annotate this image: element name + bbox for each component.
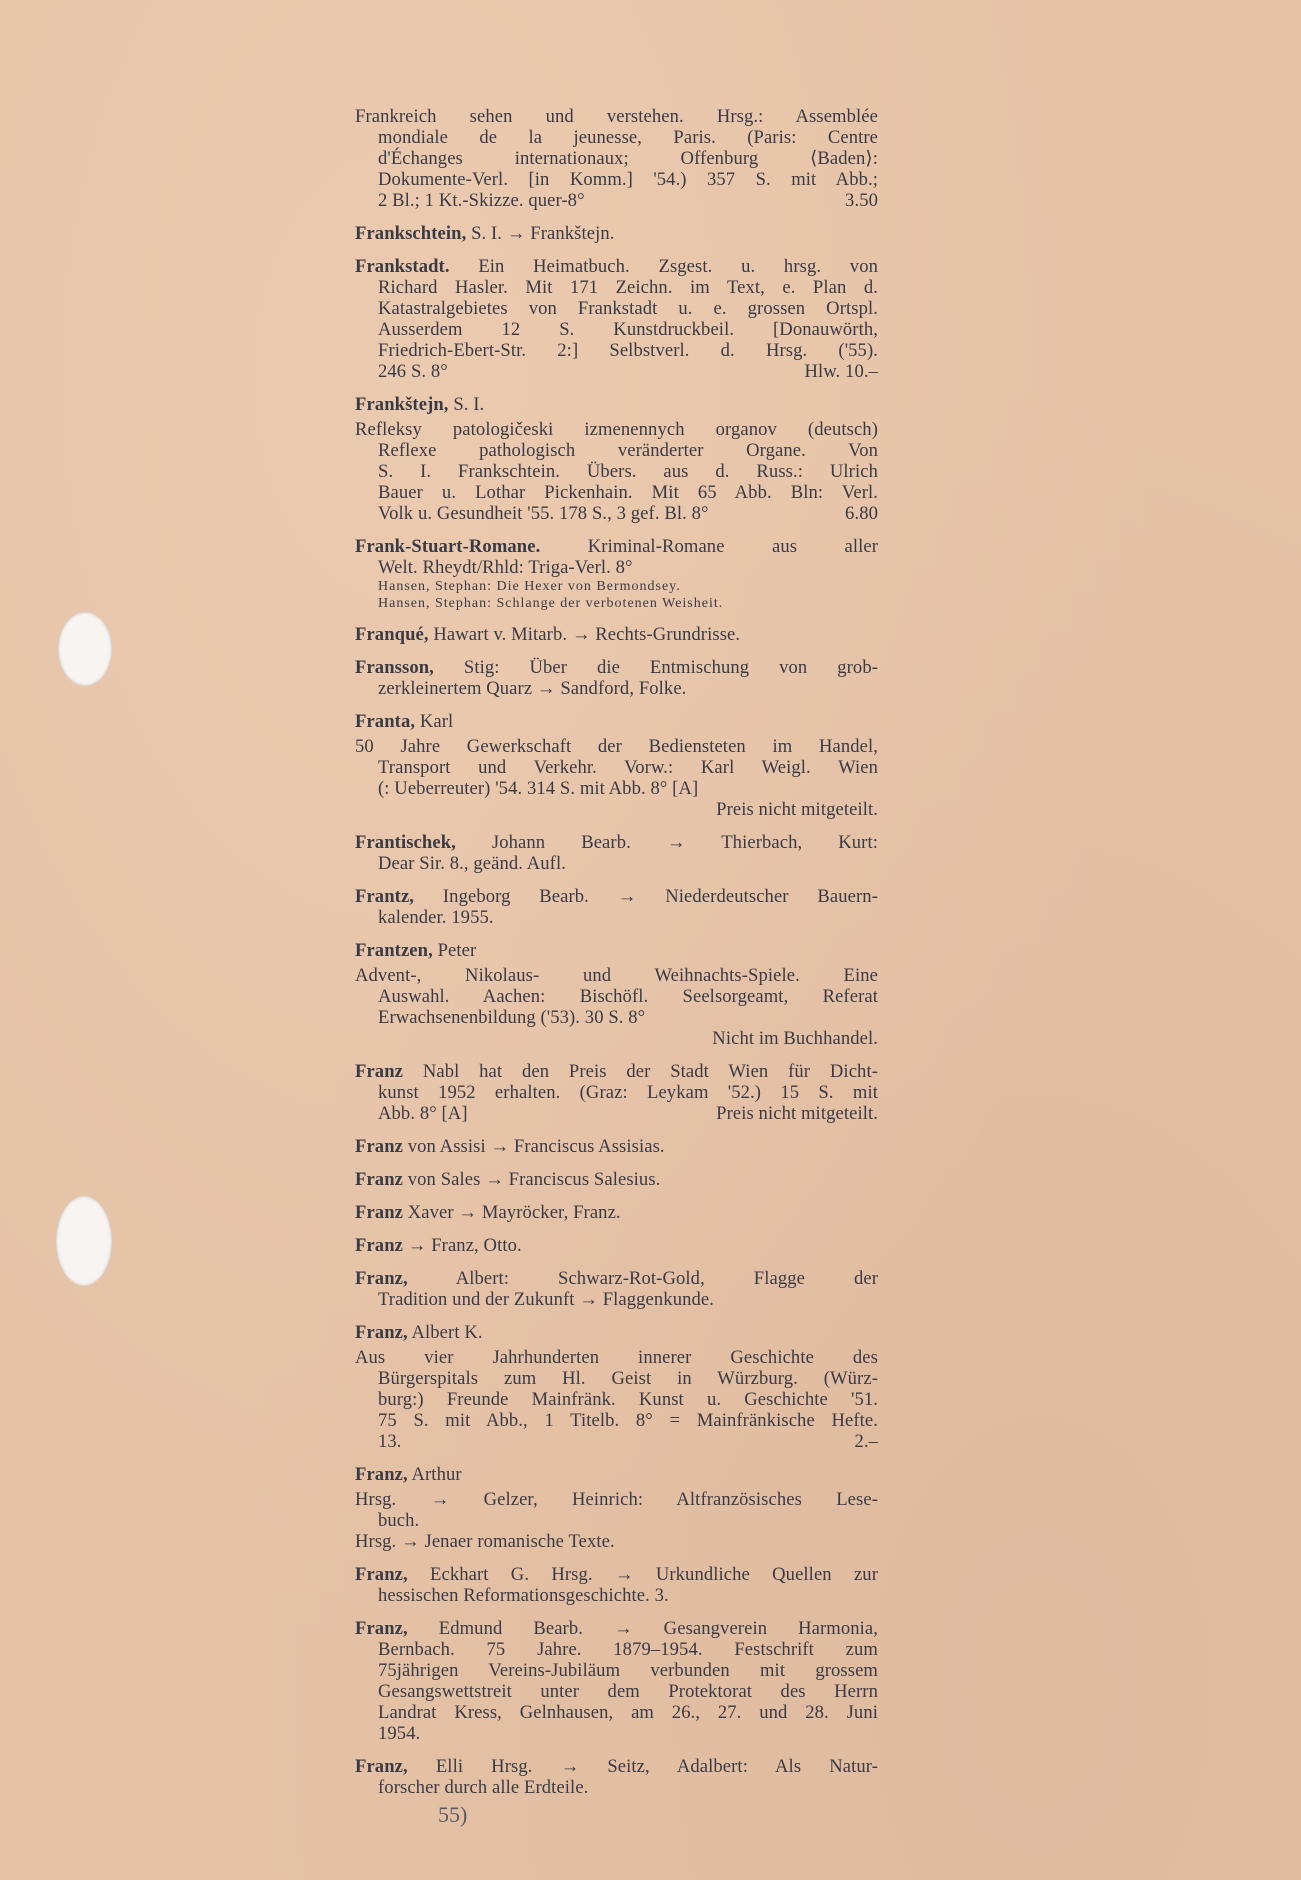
headword: Franz,: [355, 1322, 408, 1343]
entry-text: Peter: [437, 940, 477, 961]
entry-text: Ein Heimatbuch. Zsgest. u. hrsg. von: [478, 256, 879, 277]
headword: Franz,: [355, 1464, 408, 1485]
entry-line: hessischen Reformationsgeschichte. 3.: [378, 1585, 669, 1606]
price: Hlw. 10.–: [804, 361, 878, 382]
entry-line: Frankreich sehen und verstehen. Hrsg.: Assemblée: [355, 106, 878, 127]
entry-frank-stuart: [355, 536, 878, 612]
entry-franz-albert-k: [355, 1322, 878, 1343]
headword: Franz: [355, 1169, 404, 1190]
entry-line: Hrsg. → Jenaer romanische Texte.: [355, 1531, 615, 1552]
headword: Franz: [355, 1136, 404, 1157]
entry-franz-albert: [355, 1268, 878, 1310]
entry-line: Landrat Kress, Gelnhausen, am 26., 27. und 28. Juni: [378, 1702, 878, 1723]
entry-text: → Franz, Otto.: [407, 1235, 522, 1256]
entry-text: Nabl hat den Preis der Stadt Wien für Dicht-: [422, 1061, 878, 1082]
headword: Franz: [355, 1202, 404, 1223]
price: Preis nicht mitgeteilt.: [716, 799, 878, 820]
entry-line: buch.: [378, 1510, 420, 1531]
entry-line: 50 Jahre Gewerkschaft der Bediensteten im Handel,: [355, 736, 878, 757]
headword: Frantzen,: [355, 940, 433, 961]
entry-line: Bernbach. 75 Jahre. 1879–1954. Festschrift zum: [378, 1639, 878, 1660]
punch-hole-top: [58, 612, 112, 686]
entry-text: Albert K.: [411, 1322, 483, 1343]
entry-text: Johann Bearb. → Thierbach, Kurt:: [491, 832, 878, 853]
entry-text: Edmund Bearb. → Gesangverein Harmonia,: [438, 1618, 878, 1639]
entry-line: d'Échanges internationaux; Offenburg ⟨Baden⟩:: [378, 148, 878, 169]
headword: Franz,: [355, 1564, 408, 1585]
headword: Franz,: [355, 1618, 408, 1639]
entry-fransson: [355, 657, 878, 699]
entry-franz-sales: [355, 1169, 878, 1190]
entry-franz-edmund: [355, 1618, 878, 1744]
entry-text: Stig: Über die Entmischung von grob-: [463, 657, 879, 678]
entry-text: S. I.: [453, 394, 485, 415]
punch-hole-bottom: [56, 1196, 112, 1286]
entry-line: Transport und Verkehr. Vorw.: Karl Weigl. Wien: [378, 757, 878, 778]
entry-franz-nabl: [355, 1061, 878, 1124]
headword: Frantz,: [355, 886, 415, 907]
headword: Franta,: [355, 711, 416, 732]
entry-text: von Assisi → Franciscus Assisias.: [407, 1136, 665, 1157]
entry-line: Gesangswettstreit unter dem Protektorat des Herrn: [378, 1681, 878, 1702]
entry-line: Aus vier Jahrhunderten innerer Geschichte des: [355, 1347, 878, 1368]
entry-line-text: Abb. 8° [A]: [378, 1103, 468, 1124]
entry-line: kalender. 1955.: [378, 907, 494, 928]
price: 3.50: [845, 190, 878, 211]
entry-line: Hrsg. → Gelzer, Heinrich: Altfranzösisches Lese-: [355, 1489, 878, 1510]
entry-text: Kriminal-Romane aus aller: [587, 536, 878, 557]
entry-line: 1954.: [378, 1723, 421, 1744]
price: 6.80: [845, 503, 878, 524]
entry-frankschtein: [355, 223, 878, 244]
entry-arthur-hrsg: [355, 1489, 878, 1552]
price: 2.–: [854, 1431, 878, 1452]
entry-line: Katastralgebietes von Frankstadt u. e. grossen Ortspl.: [378, 298, 878, 319]
entry-line: Reflexe pathologisch veränderter Organe. Von: [378, 440, 878, 461]
entry-text: S. I. → Frankštejn.: [471, 223, 615, 244]
entry-line: Bauer u. Lothar Pickenhain. Mit 65 Abb. Bln: Verl.: [378, 482, 878, 503]
entry-line: mondiale de la jeunesse, Paris. (Paris: Centre: [378, 127, 878, 148]
headword: Franz,: [355, 1756, 408, 1777]
headword: Frankstadt.: [355, 256, 450, 277]
entry-line-text: 246 S. 8°: [378, 361, 448, 382]
entry-subline: Hansen, Stephan: Die Hexer von Bermondsey.: [378, 579, 681, 594]
entry-line: Bürgerspitals zum Hl. Geist in Würzburg. (Würz-: [378, 1368, 878, 1389]
entry-text: Xaver → Mayröcker, Franz.: [407, 1202, 621, 1223]
headword: Frankschtein,: [355, 223, 467, 244]
entry-text: Arthur: [411, 1464, 462, 1485]
entry-text: Karl: [419, 711, 454, 732]
entry-text: von Sales → Franciscus Salesius.: [407, 1169, 661, 1190]
headword: Franz,: [355, 1268, 408, 1289]
headword: Frank-Stuart-Romane.: [355, 536, 541, 557]
entry-line: Auswahl. Aachen: Bischöfl. Seelsorgeamt, Referat: [378, 986, 878, 1007]
entry-line: kunst 1952 erhalten. (Graz: Leykam '52.) 15 S. mit: [378, 1082, 878, 1103]
entry-line: Ausserdem 12 S. Kunstdruckbeil. [Donauwörth,: [378, 319, 878, 340]
entry-line-text: 13.: [378, 1431, 402, 1452]
entry-frantischek: [355, 832, 878, 874]
entry-line: Dear Sir. 8., geänd. Aufl.: [378, 853, 566, 874]
headword: Franqué,: [355, 624, 429, 645]
entry-franz-elli: [355, 1756, 878, 1798]
entry-line: Friedrich-Ebert-Str. 2:] Selbstverl. d. Hrsg. ('55).: [378, 340, 878, 361]
headword: Franz: [355, 1235, 404, 1256]
entry-line: [355, 190, 878, 211]
entry-line: Dokumente-Verl. [in Komm.] '54.) 357 S. mit Abb.;: [378, 169, 878, 190]
price: Nicht im Buchhandel.: [712, 1028, 878, 1049]
entry-line: Welt. Rheydt/Rhld: Triga-Verl. 8°: [378, 557, 633, 578]
entry-line: Refleksy patologičeski izmenennych organov (deutsch): [355, 419, 878, 440]
entry-refleksy: [355, 419, 878, 524]
entry-line: Tradition und der Zukunft → Flaggenkunde.: [378, 1289, 714, 1310]
entry-50-jahre: [355, 736, 878, 820]
entry-line: zerkleinertem Quarz → Sandford, Folke.: [378, 678, 687, 699]
entry-franz-arthur: [355, 1464, 878, 1485]
entry-frankstejn: [355, 394, 878, 415]
entry-subline: Hansen, Stephan: Schlange der verbotenen Weisheit.: [378, 596, 724, 611]
headword: Frantischek,: [355, 832, 456, 853]
page-number: 55): [438, 1802, 468, 1827]
entry-text: Ingeborg Bearb. → Niederdeutscher Bauern-: [442, 886, 878, 907]
entry-advent: [355, 965, 878, 1049]
entry-line: (: Ueberreuter) '54. 314 S. mit Abb. 8° [A]: [378, 778, 699, 799]
entry-line: burg:) Freunde Mainfränk. Kunst u. Geschichte '51.: [378, 1389, 878, 1410]
entry-line: 75 S. mit Abb., 1 Titelb. 8° = Mainfränkische Hefte.: [378, 1410, 878, 1431]
entry-line: Erwachsenenbildung ('53). 30 S. 8°: [378, 1007, 646, 1028]
entry-text: Albert: Schwarz-Rot-Gold, Flagge der: [455, 1268, 878, 1289]
bibliography-column: [355, 106, 878, 1810]
entry-text: Elli Hrsg. → Seitz, Adalbert: Als Natur-: [435, 1756, 878, 1777]
entry-frantz: [355, 886, 878, 928]
entry-line: 75jährigen Vereins-Jubiläum verbunden mit grossem: [378, 1660, 878, 1681]
entry-franz-otto: [355, 1235, 878, 1256]
headword: Franz: [355, 1061, 404, 1082]
entry-line: S. I. Frankschtein. Übers. aus d. Russ.: Ulrich: [378, 461, 878, 482]
entry-frantzen: [355, 940, 878, 961]
entry-franz-eckhart: [355, 1564, 878, 1606]
entry-frankstadt: [355, 256, 878, 382]
price: Preis nicht mitgeteilt.: [716, 1103, 878, 1124]
entry-franque: [355, 624, 878, 645]
entry-franz-xaver: [355, 1202, 878, 1223]
entry-franta: [355, 711, 878, 732]
entry-line: forscher durch alle Erdteile.: [378, 1777, 589, 1798]
entry-line-text: 2 Bl.; 1 Kt.-Skizze. quer-8°: [378, 190, 585, 211]
headword: Frankštejn,: [355, 394, 449, 415]
entry-aus-vier: [355, 1347, 878, 1452]
entry-text: Hawart v. Mitarb. → Rechts-Grundrisse.: [433, 624, 741, 645]
headword: Fransson,: [355, 657, 434, 678]
entry-line-text: Volk u. Gesundheit '55. 178 S., 3 gef. Bl. 8°: [378, 503, 709, 524]
entry-line: Richard Hasler. Mit 171 Zeichn. im Text, e. Plan d.: [378, 277, 878, 298]
entry-franz-assisi: [355, 1136, 878, 1157]
entry-frankreich: [355, 106, 878, 211]
entry-line: Advent-, Nikolaus- und Weihnachts-Spiele. Eine: [355, 965, 878, 986]
entry-text: Eckhart G. Hrsg. → Urkundliche Quellen zur: [430, 1564, 879, 1585]
